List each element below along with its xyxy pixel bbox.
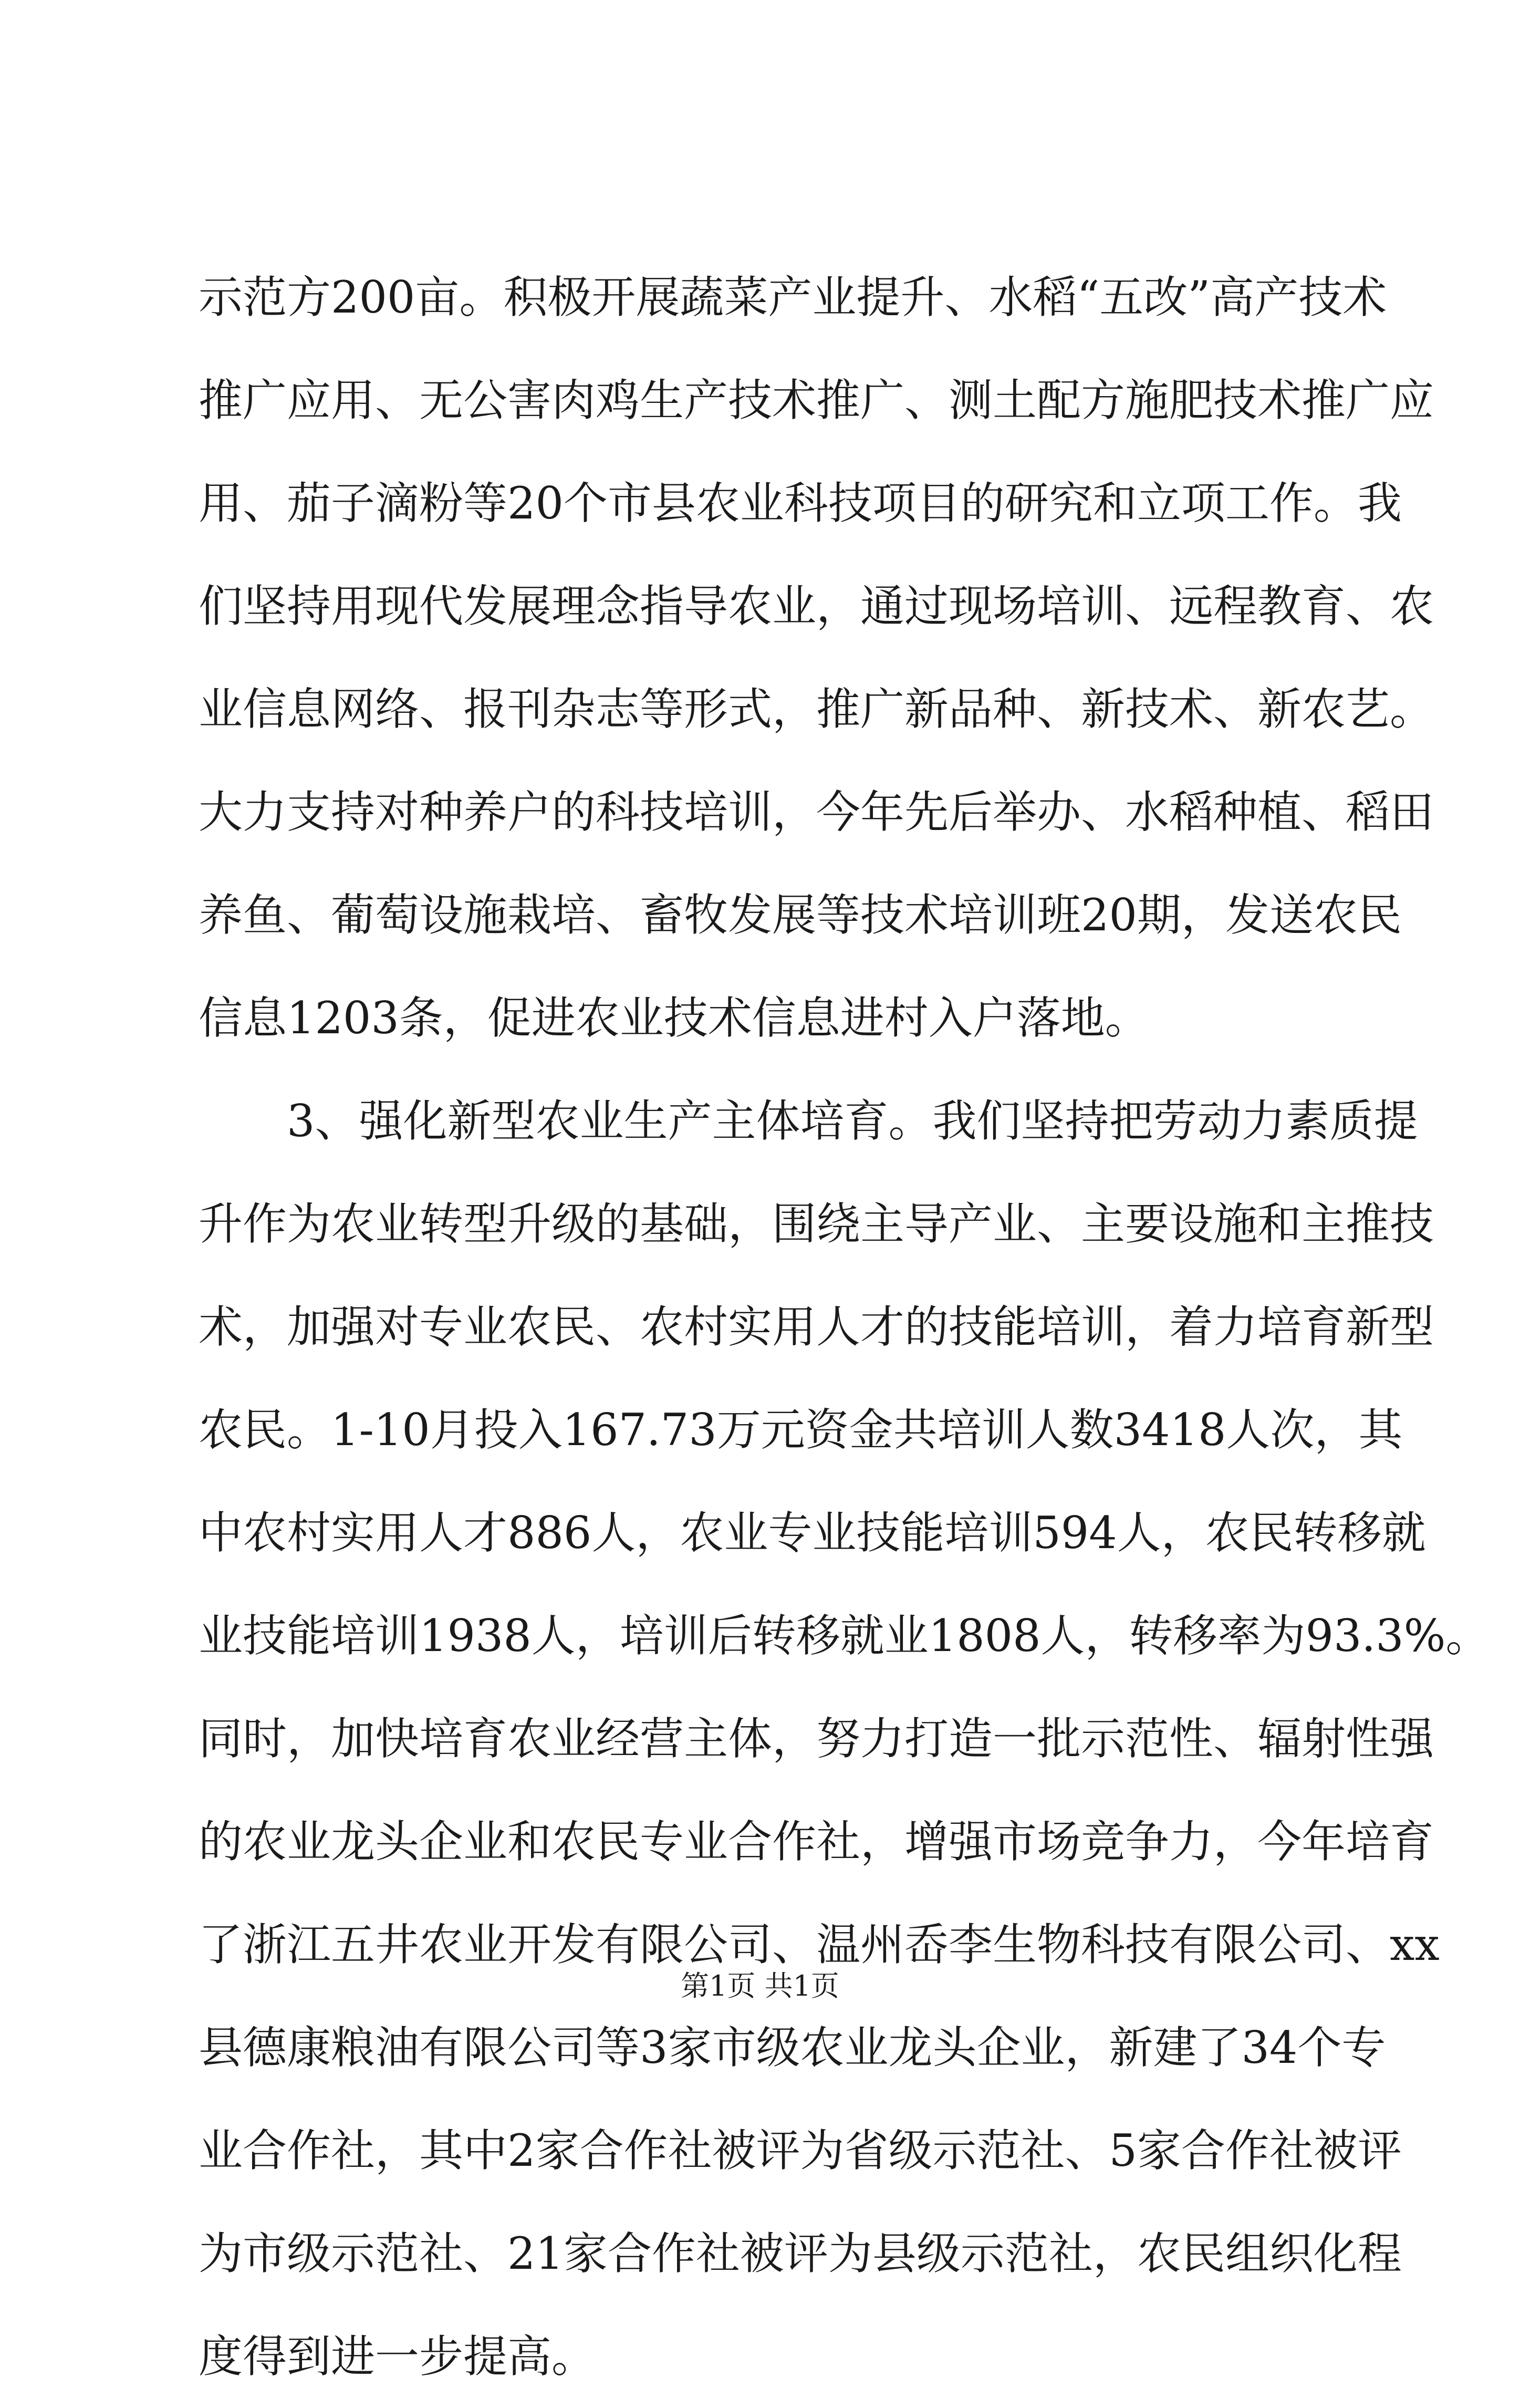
text-line: 养鱼、葡萄设施栽培、畜牧发展等技术培训班20期，发送农民 [199,889,1402,941]
text-line: 的农业龙头企业和农民专业合作社，增强市场竞争力，今年培育 [199,1816,1434,1867]
text-line: 术，加强对专业农民、农村实用人才的技能培训，着力培育新型 [199,1301,1434,1353]
text-line: 3、强化新型农业生产主体培育。我们坚持把劳动力素质提 [287,1095,1418,1147]
text-line: 信息1203条，促进农业技术信息进村入户落地。 [199,992,1149,1044]
text-line: 为市级示范社、21家合作社被评为县级示范社，农民组织化程 [199,2228,1402,2279]
text-line: 大力支持对种养户的科技培训，今年先后举办、水稻种植、稻田 [199,786,1434,838]
text-line: 业合作社，其中2家合作社被评为省级示范社、5家合作社被评 [199,2125,1402,2176]
text-line: 用、茄子滴粉等20个市县农业科技项目的研究和立项工作。我 [199,478,1402,529]
text-line: 农民。1-10月投入167.73万元资金共培训人数3418人次，其 [199,1404,1403,1456]
text-line: 业信息网络、报刊杂志等形式，推广新品种、新技术、新农艺。 [199,683,1434,735]
text-line: 了浙江五井农业开发有限公司、温州岙李生物科技有限公司、xx [199,1919,1440,1970]
text-line: 推广应用、无公害肉鸡生产技术推广、测土配方施肥技术推广应 [199,375,1434,426]
text-line: 升作为农业转型升级的基础，围绕主导产业、主要设施和主推技 [199,1198,1434,1250]
text-line: 度得到进一步提高。 [199,2331,596,2382]
page-footer: 第1页 共1页 [681,1969,839,2002]
text-line: 们坚持用现代发展理念指导农业，通过现场培训、远程教育、农 [199,580,1434,632]
text-line: 县德康粮油有限公司等3家市级农业龙头企业，新建了34个专 [199,2022,1386,2073]
text-line: 示范方200亩。积极开展蔬菜产业提升、水稻“五改”高产技术 [199,272,1387,323]
text-line: 业技能培训1938人，培训后转移就业1808人，转移率为93.3%。 [199,1610,1490,1662]
body-text [199,246,1490,2408]
text-line: 同时，加快培育农业经营主体，努力打造一批示范性、辐射性强 [199,1713,1434,1765]
text-line: 中农村实用人才886人，农业专业技能培训594人，农民转移就 [199,1507,1426,1559]
